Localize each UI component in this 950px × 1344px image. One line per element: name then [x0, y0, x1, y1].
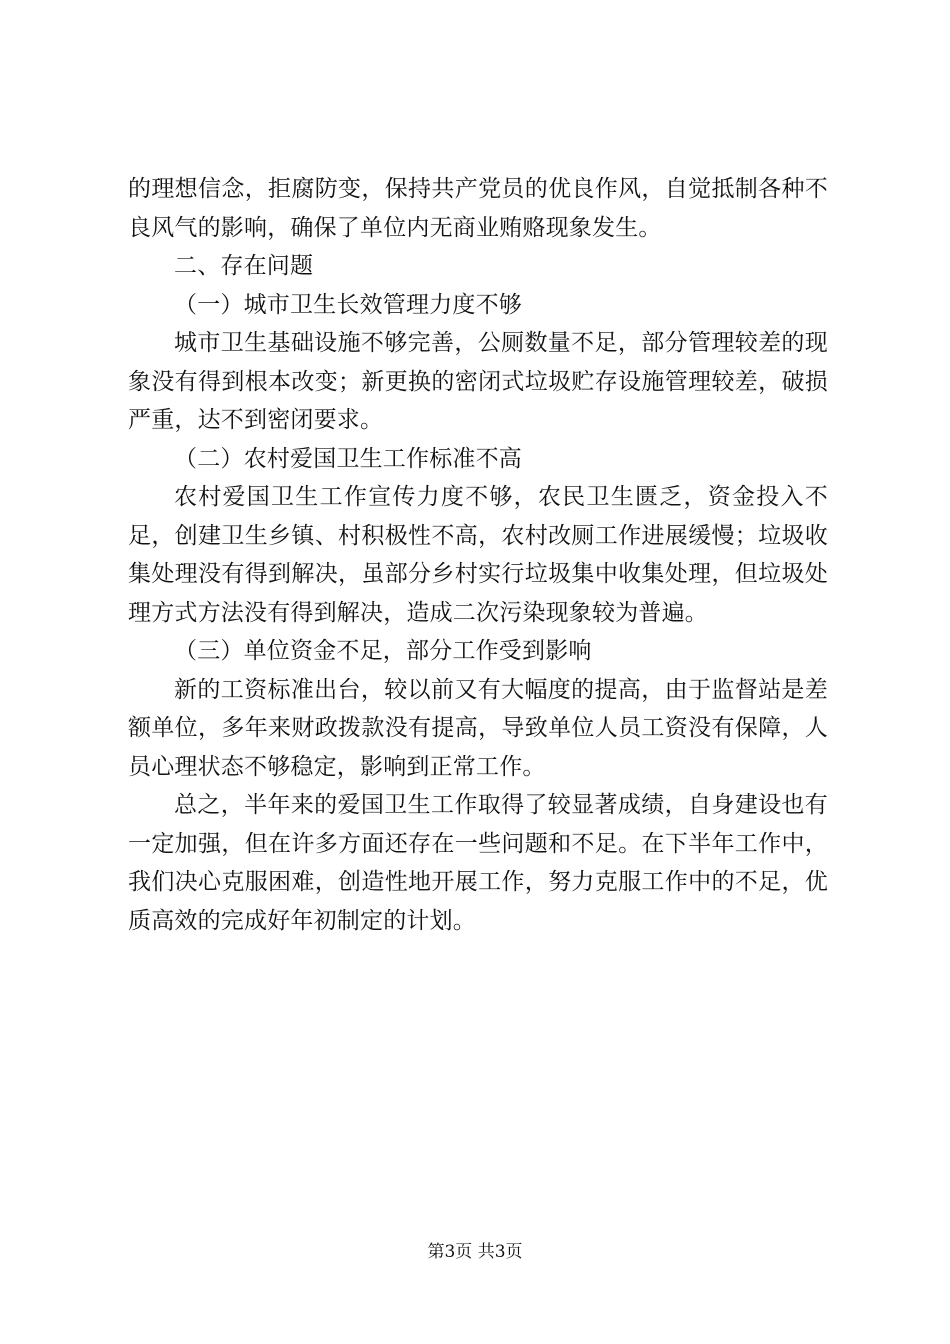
- subheading-rural-sanitation: （二）农村爱国卫生工作标准不高: [174, 445, 522, 472]
- subheading-urban-sanitation: （一）城市卫生长效管理力度不够: [174, 291, 522, 318]
- section-heading-problems: 二、存在问题: [174, 253, 314, 279]
- subheading-funding: （三）单位资金不足，部分工作受到影响: [174, 638, 592, 664]
- paragraph-conclusion: 总之，半年来的爱国卫生工作取得了较显著成绩，自身建设也有一定加强，但在许多方面还存在一些问题和不足。在下半年工作中，我们决心克服困难，创造性地开展工作，努力克服工作中的不足，优质高效的完成好年初制定的计划。: [128, 792, 828, 934]
- paragraph-rural-sanitation: 农村爱国卫生工作宣传力度不够，农民卫生匮乏，资金投入不足，创建卫生乡镇、村积极性不高，农村改厕工作进展缓慢；垃圾收集处理没有得到解决，虽部分乡村实行垃圾集中收集处理，但垃圾处理方式方法没有得到解决，造成二次污染现象较为普遍。: [128, 484, 828, 626]
- page-number-footer: 第3页 共3页: [427, 1242, 523, 1262]
- document-body: [128, 170, 828, 940]
- paragraph-funding: 新的工资标准出台，较以前又有大幅度的提高，由于监督站是差额单位，多年来财政拨款没有提高，导致单位人员工资没有保障，人员心理状态不够稳定，影响到正常工作。: [128, 676, 828, 780]
- paragraph-continuation: 的理想信念，拒腐防变，保持共产党员的优良作风，自觉抵制各种不良风气的影响，确保了单位内无商业贿赂现象发生。: [128, 176, 828, 241]
- paragraph-urban-sanitation: 城市卫生基础设施不够完善，公厕数量不足，部分管理较差的现象没有得到根本改变；新更换的密闭式垃圾贮存设施管理较差，破损严重，达不到密闭要求。: [128, 330, 828, 433]
